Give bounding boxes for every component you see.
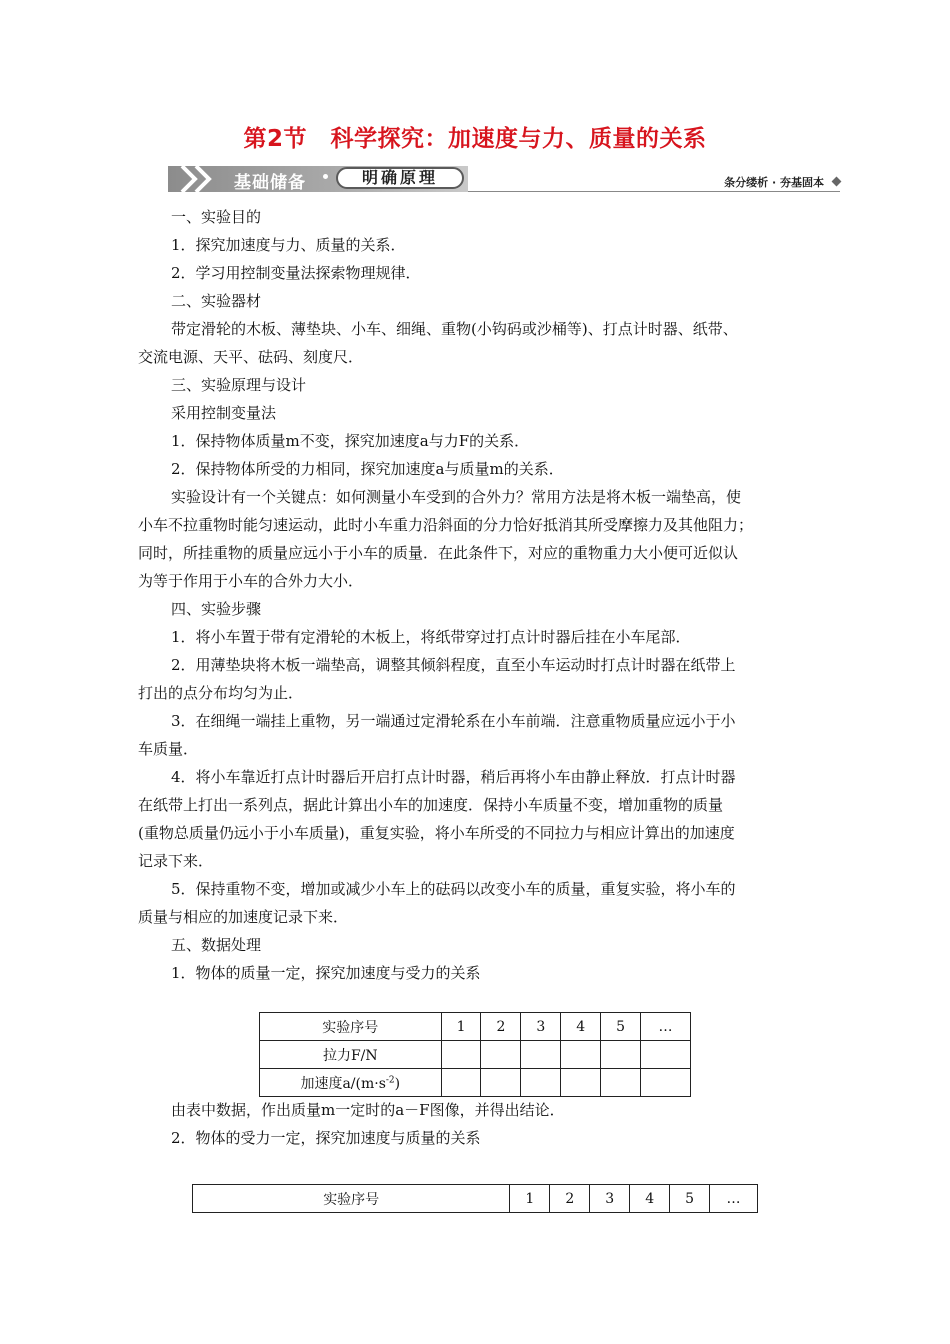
table-header-cell: 5 [670,1185,710,1213]
chevron-right-icon [178,164,228,194]
table-header-cell: 5 [601,1013,641,1041]
banner-rule [468,191,840,192]
text-line: 2．保持物体所受的力相同，探究加速度a与质量m的关系． [171,460,564,478]
banner-pill: 明确原理 [336,167,464,189]
row-label-exponent: -2 [385,1074,395,1085]
diamond-icon [832,177,842,187]
table-cell [441,1041,481,1069]
banner-label: 基础储备 [234,173,306,193]
table-row [260,1069,691,1097]
table-header-cell: … [710,1185,758,1213]
text-line: 同时，所挂重物的质量应远小于小车的质量．在此条件下，对应的重物重力大小便可近似认 [138,544,739,562]
table-cell [641,1069,691,1097]
banner-dot [323,174,328,179]
text-line: 1．保持物体质量m不变，探究加速度a与力F的关系． [171,432,530,450]
table-header-cell: 2 [481,1013,521,1041]
text-line: 1．物体的质量一定，探究加速度与受力的关系 [171,964,481,982]
table-cell [521,1041,561,1069]
text-line: 实验设计有一个关键点：如何测量小车受到的合外力？常用方法是将木板一端垫高，使 [171,488,742,506]
table-cell [521,1069,561,1097]
page-title: 第2节 科学探究：加速度与力、质量的关系 [243,126,707,152]
text-line: 5．保持重物不变，增加或减少小车上的砝码以改变小车的质量，重复实验，将小车的 [171,880,736,898]
text-line: 车质量． [138,740,199,758]
table-header-cell: 3 [521,1013,561,1041]
text-line: 1．将小车置于带有定滑轮的木板上，将纸带穿过打点计时器后挂在小车尾部． [171,628,691,646]
table-cell [561,1041,601,1069]
text-line: (重物总质量仍远小于小车质量)，重复实验，将小车所受的不同拉力与相应计算出的加速度 [138,824,735,842]
row-label-text: 加速度a/(m·s [300,1075,386,1092]
table-cell [641,1041,691,1069]
text-line: 交流电源、天平、砝码、刻度尺． [138,348,364,366]
text-line: 由表中数据，作出质量m一定时的a－F图像，并得出结论． [171,1101,565,1119]
table-header-row [193,1185,758,1213]
table-cell [481,1041,521,1069]
mass-acceleration-table [192,1184,758,1213]
table-header-cell: 3 [590,1185,630,1213]
table-header-cell: 实验序号 [193,1185,510,1213]
text-line: 2．学习用控制变量法探索物理规律． [171,264,421,282]
section-heading: 二、实验器材 [171,292,262,310]
text-line: 打出的点分布均匀为止． [138,684,304,702]
text-line: 带定滑轮的木板、薄垫块、小车、细绳、重物(小钩码或沙桶等)、打点计时器、纸带、 [171,320,738,338]
text-line: 记录下来． [138,852,214,870]
table-header-cell: 4 [630,1185,670,1213]
table-cell [561,1069,601,1097]
table-header-cell: 4 [561,1013,601,1041]
section-heading: 五、数据处理 [171,936,262,954]
text-line: 在纸带上打出一系列点，据此计算出小车的加速度．保持小车质量不变，增加重物的质量 [138,796,724,814]
text-line: 2．用薄垫块将木板一端垫高，调整其倾斜程度，直至小车运动时打点计时器在纸带上 [171,656,736,674]
table-row [260,1041,691,1069]
table-header-cell: … [641,1013,691,1041]
text-line: 采用控制变量法 [171,404,277,422]
text-line: 1．探究加速度与力、质量的关系． [171,236,406,254]
text-line: 为等于作用于小车的合外力大小． [138,572,364,590]
table-cell [481,1069,521,1097]
table-header-cell: 1 [510,1185,550,1213]
section-banner [168,164,840,194]
text-line: 小车不拉重物时能匀速运动，此时小车重力沿斜面的分力恰好抵消其所受摩擦力及其他阻力； [138,516,754,534]
section-heading: 一、实验目的 [171,208,262,226]
row-label [260,1069,442,1097]
row-label: 拉力F/N [260,1041,442,1069]
section-heading: 四、实验步骤 [171,600,262,618]
force-acceleration-table [259,1012,691,1097]
table-cell [601,1041,641,1069]
text-line: 2．物体的受力一定，探究加速度与质量的关系 [171,1129,481,1147]
table-cell [601,1069,641,1097]
banner-subtitle: 条分缕析 · 夯基固本 [724,176,824,189]
section-heading: 三、实验原理与设计 [171,376,307,394]
table-header-cell: 1 [441,1013,481,1041]
text-line: 3．在细绳一端挂上重物，另一端通过定滑轮系在小车前端．注意重物质量应远小于小 [171,712,736,730]
text-line: 4．将小车靠近打点计时器后开启打点计时器，稍后再将小车由静止释放．打点计时器 [171,768,736,786]
row-label-close: ) [394,1075,401,1092]
text-line: 质量与相应的加速度记录下来． [138,908,349,926]
table-cell [441,1069,481,1097]
table-header-row [260,1013,691,1041]
table-header-cell: 实验序号 [260,1013,442,1041]
table-header-cell: 2 [550,1185,590,1213]
